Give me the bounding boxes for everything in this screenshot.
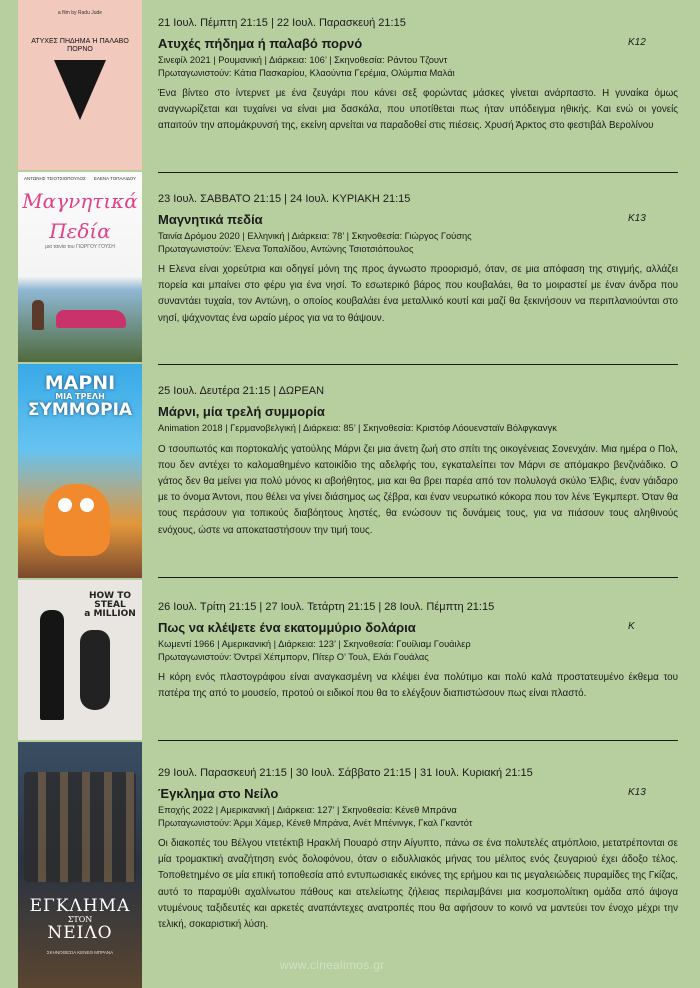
- poster-title: ΑΤΥΧΕΣ ΠΗΔΗΜΑ Ή ΠΑΛΑΒΟ ΠΟΡΝΟ: [31, 38, 129, 53]
- poster-title-line1: HOW TO: [88, 591, 132, 601]
- man-figure: [40, 610, 64, 720]
- cat-character-graphic: [44, 484, 110, 556]
- poster-title-line1: Μαγνητικά: [22, 189, 138, 213]
- screening-entry: [158, 600, 678, 702]
- movie-title: Έγκλημα στο Νείλο: [158, 786, 279, 801]
- cast-figures-graphic: [24, 772, 136, 882]
- title-row: [158, 619, 678, 638]
- divider: [158, 577, 678, 578]
- car-graphic: [56, 310, 126, 328]
- movie-meta: Κωμεντί 1966 | Αμερικανική | Διάρκεια: 123’ | Σκηνοθεσία: Γουίλιαμ Γουάιλερ: [158, 639, 471, 649]
- triangle-graphic: [54, 60, 106, 120]
- poster-title-line3: ΝΕΙΛΟ: [47, 923, 113, 943]
- poster-magnitika-pedia: [18, 172, 142, 362]
- divider: [158, 364, 678, 365]
- poster-atyhes-pidima: [18, 0, 142, 170]
- person-figure: [32, 300, 44, 330]
- poster-title-line3: a MILLION: [84, 609, 136, 619]
- poster-how-to-steal-a-million: [18, 580, 142, 740]
- screening-dates: 23 Ιουλ. ΣΑΒΒΑΤΟ 21:15 | 24 Ιουλ. ΚΥΡΙΑΚΗ 21:15: [158, 193, 411, 205]
- movie-meta: Σινεφίλ 2021 | Ρουμανική | Διάρκεια: 106’ | Σκηνοθεσία: Ράντου Τζουντ: [158, 55, 448, 65]
- poster-title-line2: ΜΙΑ ΤΡΕΛΗ: [55, 392, 105, 401]
- screening-entry: [158, 192, 678, 327]
- poster-title-line2: ΣΤΟΝ: [67, 915, 93, 924]
- poster-director: μια ταινία του ΓΙΩΡΓΟΥ ΓΟΥΣΗ: [45, 244, 115, 250]
- age-rating: Κ: [628, 621, 635, 632]
- poster-death-on-the-nile: [18, 742, 142, 988]
- movie-meta: Ταινία Δρόμου 2020 | Ελληνική | Διάρκεια: 78’ | Σκηνοθεσία: Γιώργος Γούσης: [158, 231, 472, 241]
- screening-entry: [158, 16, 678, 135]
- age-rating: Κ13: [628, 213, 646, 224]
- movie-meta: Εποχής 2022 | Αμερικανική | Διάρκεια: 127’ | Σκηνοθεσία: Κένεθ Μπράνα: [158, 805, 457, 815]
- movie-meta: Animation 2018 | Γερμανοβελγική | Διάρκεια: 85’ | Σκηνοθεσία: Κριστόφ Λόουενσταϊν Βόλφγκανγκ: [158, 423, 557, 433]
- poster-actor-left: ΑΝΤΩΝΗΣ ΤΣΙΟΤΣΙΟΠΟΥΛΟΣ: [24, 176, 86, 181]
- poster-marni: [18, 364, 142, 578]
- divider: [158, 172, 678, 173]
- screening-entry: [158, 766, 678, 933]
- movie-cast: Πρωταγωνιστούν: Κάτια Πασκαρίου, Κλαούντια Γερέμια, Ολύμπια Μαλάι: [158, 67, 455, 78]
- cat-eye-left: [58, 498, 72, 512]
- movie-description: Η Ελενα είναι χορεύτρια και οδηγεί μόνη της προς άγνωστο προορισμό, όταν, σε μια απόφαση της στιγμής, αλλάζει πορεία και μπαίνει στο φέρυ για ένα νησί. Το εσωτερικό βάρος που κουβαλάει, θα το μοιραστεί με έναν άνδρα που συναντάει τυχαία, τον Αντώνη, ο οποίος κουβαλάει ένα μεταλλικό κουτί και μαζί θα ξεκινήσουν να περιπλανιούνται στο νησί, ψάχνοντας ένα ωραίο μέρος για να το θάψουν.: [158, 264, 678, 324]
- poster-credit: ΣΚΗΝΟΘΕΣΙΑ ΚΕΝΕΘ ΜΠΡΑΝΑ: [46, 950, 114, 955]
- woman-figure: [80, 630, 110, 710]
- poster-title-line2: Πεδία: [49, 219, 111, 243]
- screening-dates: 25 Ιουλ. Δευτέρα 21:15 | ΔΩΡΕΑΝ: [158, 385, 325, 397]
- poster-title-line2: STEAL: [94, 600, 126, 610]
- website-link[interactable]: www.cinealimos.gr: [280, 958, 385, 972]
- movie-cast: Πρωταγωνιστούν: Όντρεϊ Χέπμπορν, Πίτερ Ο’ Τουλ, Ελάι Γουάλας: [158, 651, 429, 662]
- screening-dates: 26 Ιουλ. Τρίτη 21:15 | 27 Ιουλ. Τετάρτη 21:15 | 28 Ιουλ. Πέμπτη 21:15: [158, 601, 495, 613]
- cat-eye-right: [80, 498, 94, 512]
- movie-description: Η κόρη ενός πλαστογράφου είναι αναγκασμένη να κλέψει ένα πολύτιμο και πολύ καλά προστατευμένο έκθεμα του πατέρα της από το μουσείο, προτού οι ειδικοί που θα το ελέγξουν διαπιστώσουν πως είναι πλαστό.: [158, 672, 678, 700]
- movie-description: Ένα βίντεο στο ίντερνετ με ένα ζευγάρι που κάνει σεξ φορώντας μάσκες γίνεται ανάρπαστο. Η γυναίκα όμως αναγνωρίζεται και τυχαίνει να είναι μια δασκάλα, που υποτίθεται πως ήταν υπόδειγμα ηθικής. Και ενώ οι γονείς απαιτούν την απομάκρυνσή της, εκείνη αρνείται να παραδοθεί στις πιέσεις. Χρυσή Άρκτος στο φεστιβάλ Βερολίνου: [158, 88, 678, 132]
- movie-title: Μαγνητικά πεδία: [158, 212, 263, 227]
- movie-description: Οι διακοπές του Βέλγου ντετέκτιβ Ηρακλή Πουαρό στην Αίγυπτο, πάνω σε ένα πολυτελές ατμόπλοιο, μετατρέπονται σε μία τρομακτική αναζήτηση ενός δολοφόνου, όταν ο ειδυλλιακός μήνας του μέλιτος ενός ζευγαριού έχει άδοξο τέλος. Τοποθετημένο σε μία επική τοποθεσία από εντυπωσιακές εικόνες της ερήμου και τις μεγαλειώδεις πυραμίδες της Γκίζας, αυτό το παραμύθι αχαλίνωτου πάθους και ατελείωτης ζήλειας περιλαμβάνει μια κοσμοπολίτικη ομάδα από άψογα ντυμένους ταξιδευτές και αρκετές αναπάντεχες ανατροπές που θα αφήσουν το κοινό να μαντεύει τον ένοχο μέχρι την τελική, σοκαριστική λύση.: [158, 838, 678, 931]
- movie-title: Πως να κλέψετε ένα εκατομμύριο δολάρια: [158, 620, 416, 635]
- poster-title-line1: ΜΑΡΝΙ: [44, 372, 116, 394]
- movie-description: Ο τσουπωτός και πορτοκαλής γατούλης Μάρνι ζει μια άνετη ζωή στο σπίτι της οικογένειας Σονενχάιν. Μια ημέρα ο Πολ, που δεν αντέχει το καλομαθημένο κατοικίδιο της αδελφής του, εγκαταλείπει τον Μάρνι σε απόμακρο βενζινάδικο. Ο γάτος δεν θα μείνει για πολύ μόνος κι αβοήθητος, μια και θα βρει παρέα από τον πολυλογά σκύλο Έλβις, έναν γάιδαρο με το όνομα Άντονι, που θέλει να γίνει διάσημος ως ζέβρα, και έναν νευρωτικό κόκορα που τον λένε Έγκμπερτ. Όταν θα τους περάσουν για τοπικούς διαβόητους ληστές, θα ενώσουν τις δυνάμεις τους, για να πιάσουν τους αληθινούς ενόχους, ώστε να αποκαταστήσουν την τιμή τους.: [158, 443, 678, 536]
- movie-cast: Πρωταγωνιστούν: Έλενα Τοπαλίδου, Αντώνης Τσιοτσιόπουλος: [158, 243, 414, 254]
- poster-actor-right: ΕΛΕΝΑ ΤΟΠΑΛΙΔΟΥ: [93, 176, 136, 181]
- poster-title-line1: ΕΓΚΛΗΜΑ: [29, 896, 131, 916]
- title-row: [158, 35, 678, 54]
- title-row: [158, 403, 678, 422]
- age-rating: Κ13: [628, 787, 646, 798]
- screening-dates: 21 Ιουλ. Πέμπτη 21:15 | 22 Ιουλ. Παρασκευή 21:15: [158, 17, 406, 29]
- movie-title: Ατυχές πήδημα ή παλαβό πορνό: [158, 36, 363, 51]
- screening-entry: [158, 384, 678, 539]
- title-row: [158, 785, 678, 804]
- age-rating: Κ12: [628, 37, 646, 48]
- screening-dates: 29 Ιουλ. Παρασκευή 21:15 | 30 Ιουλ. Σάββατο 21:15 | 31 Ιουλ. Κυριακή 21:15: [158, 767, 533, 779]
- poster-credit-text: a film by Radu Jude: [57, 10, 103, 16]
- divider: [158, 740, 678, 741]
- movie-cast: Πρωταγωνιστούν: Άρμι Χάμερ, Κένεθ Μπράνα, Ανέτ Μπένινγκ, Γκαλ Γκαντότ: [158, 817, 473, 828]
- posters-column: [18, 0, 142, 988]
- title-row: [158, 211, 678, 230]
- poster-title-line3: ΣΥΜΜΟΡΙΑ: [27, 400, 133, 420]
- movie-title: Μάρνι, μία τρελή συμμορία: [158, 404, 325, 419]
- poster-actors: [18, 172, 142, 181]
